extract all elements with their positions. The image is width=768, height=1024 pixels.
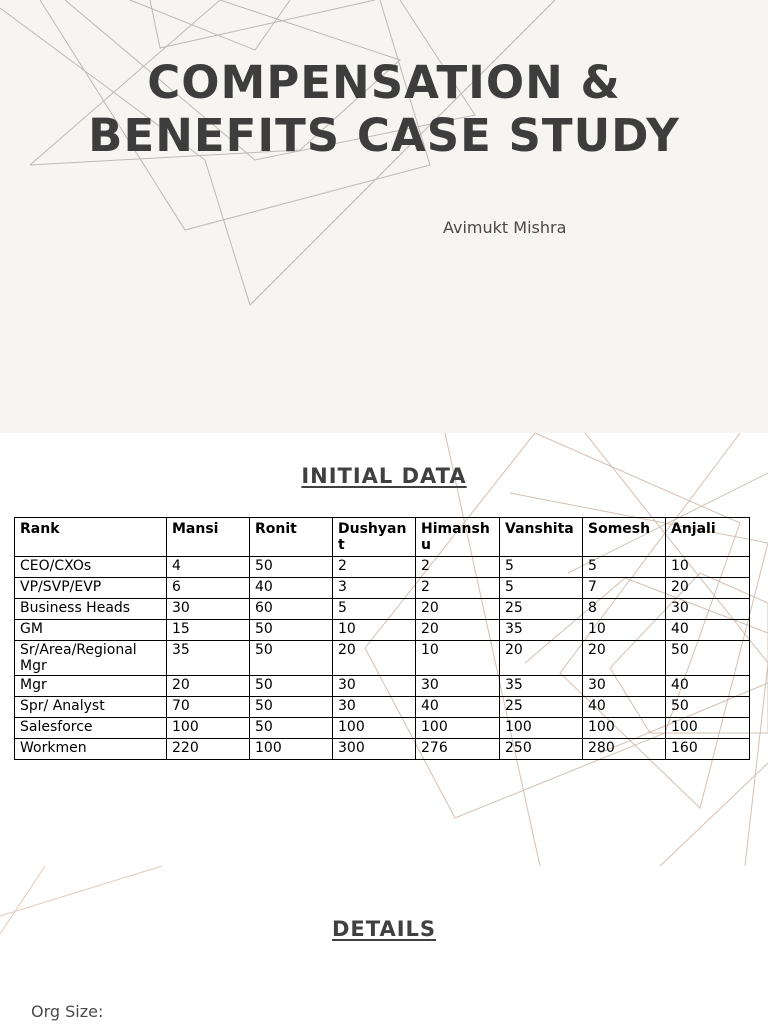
- value-cell: 100: [167, 718, 250, 739]
- value-cell: 70: [167, 697, 250, 718]
- value-cell: 30: [167, 599, 250, 620]
- value-cell: 30: [333, 697, 416, 718]
- rank-cell: Mgr: [15, 676, 167, 697]
- value-cell: 2: [416, 557, 500, 578]
- column-header: Himanshu: [416, 518, 500, 557]
- details-heading: DETAILS: [331, 917, 437, 941]
- author-name: Avimukt Mishra: [443, 218, 567, 237]
- value-cell: 20: [666, 578, 750, 599]
- value-cell: 30: [666, 599, 750, 620]
- value-cell: 50: [250, 697, 333, 718]
- value-cell: 30: [333, 676, 416, 697]
- column-header: Rank: [15, 518, 167, 557]
- value-cell: 100: [500, 718, 583, 739]
- presentation-title: COMPENSATION & BENEFITS CASE STUDY: [88, 56, 680, 162]
- table-row: [15, 620, 750, 641]
- value-cell: 220: [167, 739, 250, 760]
- table-row: [15, 676, 750, 697]
- value-cell: 50: [250, 557, 333, 578]
- rank-cell: GM: [15, 620, 167, 641]
- rank-cell: CEO/CXOs: [15, 557, 167, 578]
- details-slide: [0, 866, 768, 1024]
- value-cell: 6: [167, 578, 250, 599]
- value-cell: 40: [666, 676, 750, 697]
- value-cell: 50: [250, 641, 333, 676]
- table-row: [15, 697, 750, 718]
- value-cell: 50: [250, 676, 333, 697]
- rank-cell: Business Heads: [15, 599, 167, 620]
- value-cell: 100: [250, 739, 333, 760]
- value-cell: 50: [666, 641, 750, 676]
- rank-cell: Salesforce: [15, 718, 167, 739]
- initial-data-heading: INITIAL DATA: [301, 464, 467, 488]
- value-cell: 40: [416, 697, 500, 718]
- value-cell: 276: [416, 739, 500, 760]
- value-cell: 7: [583, 578, 666, 599]
- value-cell: 15: [167, 620, 250, 641]
- value-cell: 20: [500, 641, 583, 676]
- value-cell: 25: [500, 599, 583, 620]
- value-cell: 40: [666, 620, 750, 641]
- column-header: Anjali: [666, 518, 750, 557]
- value-cell: 30: [416, 676, 500, 697]
- value-cell: 2: [333, 557, 416, 578]
- table-header-row: [15, 518, 750, 557]
- table-row: [15, 718, 750, 739]
- column-header: Ronit: [250, 518, 333, 557]
- value-cell: 10: [666, 557, 750, 578]
- value-cell: 5: [500, 578, 583, 599]
- value-cell: 50: [250, 718, 333, 739]
- value-cell: 40: [583, 697, 666, 718]
- value-cell: 250: [500, 739, 583, 760]
- value-cell: 60: [250, 599, 333, 620]
- table-row: [15, 557, 750, 578]
- column-header: Somesh: [583, 518, 666, 557]
- value-cell: 100: [416, 718, 500, 739]
- value-cell: 5: [333, 599, 416, 620]
- value-cell: 50: [666, 697, 750, 718]
- value-cell: 10: [416, 641, 500, 676]
- rank-cell: Sr/Area/Regional Mgr: [15, 641, 167, 676]
- rank-cell: VP/SVP/EVP: [15, 578, 167, 599]
- decorative-lines: [0, 866, 768, 1024]
- value-cell: 3: [333, 578, 416, 599]
- value-cell: 10: [583, 620, 666, 641]
- column-header: Mansi: [167, 518, 250, 557]
- value-cell: 30: [583, 676, 666, 697]
- value-cell: 5: [583, 557, 666, 578]
- org-size-label: Org Size:: [31, 1002, 104, 1021]
- value-cell: 280: [583, 739, 666, 760]
- value-cell: 300: [333, 739, 416, 760]
- value-cell: 40: [250, 578, 333, 599]
- value-cell: 20: [416, 620, 500, 641]
- value-cell: 10: [333, 620, 416, 641]
- title-slide: [0, 0, 768, 433]
- table-row: [15, 599, 750, 620]
- value-cell: 20: [416, 599, 500, 620]
- value-cell: 35: [500, 620, 583, 641]
- value-cell: 5: [500, 557, 583, 578]
- value-cell: 50: [250, 620, 333, 641]
- table-row: [15, 739, 750, 760]
- table-row: [15, 641, 750, 676]
- value-cell: 4: [167, 557, 250, 578]
- value-cell: 20: [167, 676, 250, 697]
- value-cell: 160: [666, 739, 750, 760]
- column-header: Dushyant: [333, 518, 416, 557]
- value-cell: 8: [583, 599, 666, 620]
- value-cell: 25: [500, 697, 583, 718]
- rank-cell: Workmen: [15, 739, 167, 760]
- value-cell: 20: [583, 641, 666, 676]
- value-cell: 20: [333, 641, 416, 676]
- value-cell: 2: [416, 578, 500, 599]
- column-header: Vanshita: [500, 518, 583, 557]
- value-cell: 100: [333, 718, 416, 739]
- value-cell: 100: [666, 718, 750, 739]
- table-row: [15, 578, 750, 599]
- value-cell: 35: [500, 676, 583, 697]
- value-cell: 100: [583, 718, 666, 739]
- initial-data-table: [14, 517, 750, 760]
- rank-cell: Spr/ Analyst: [15, 697, 167, 718]
- initial-data-slide: [0, 433, 768, 866]
- table-body: [15, 557, 750, 760]
- value-cell: 35: [167, 641, 250, 676]
